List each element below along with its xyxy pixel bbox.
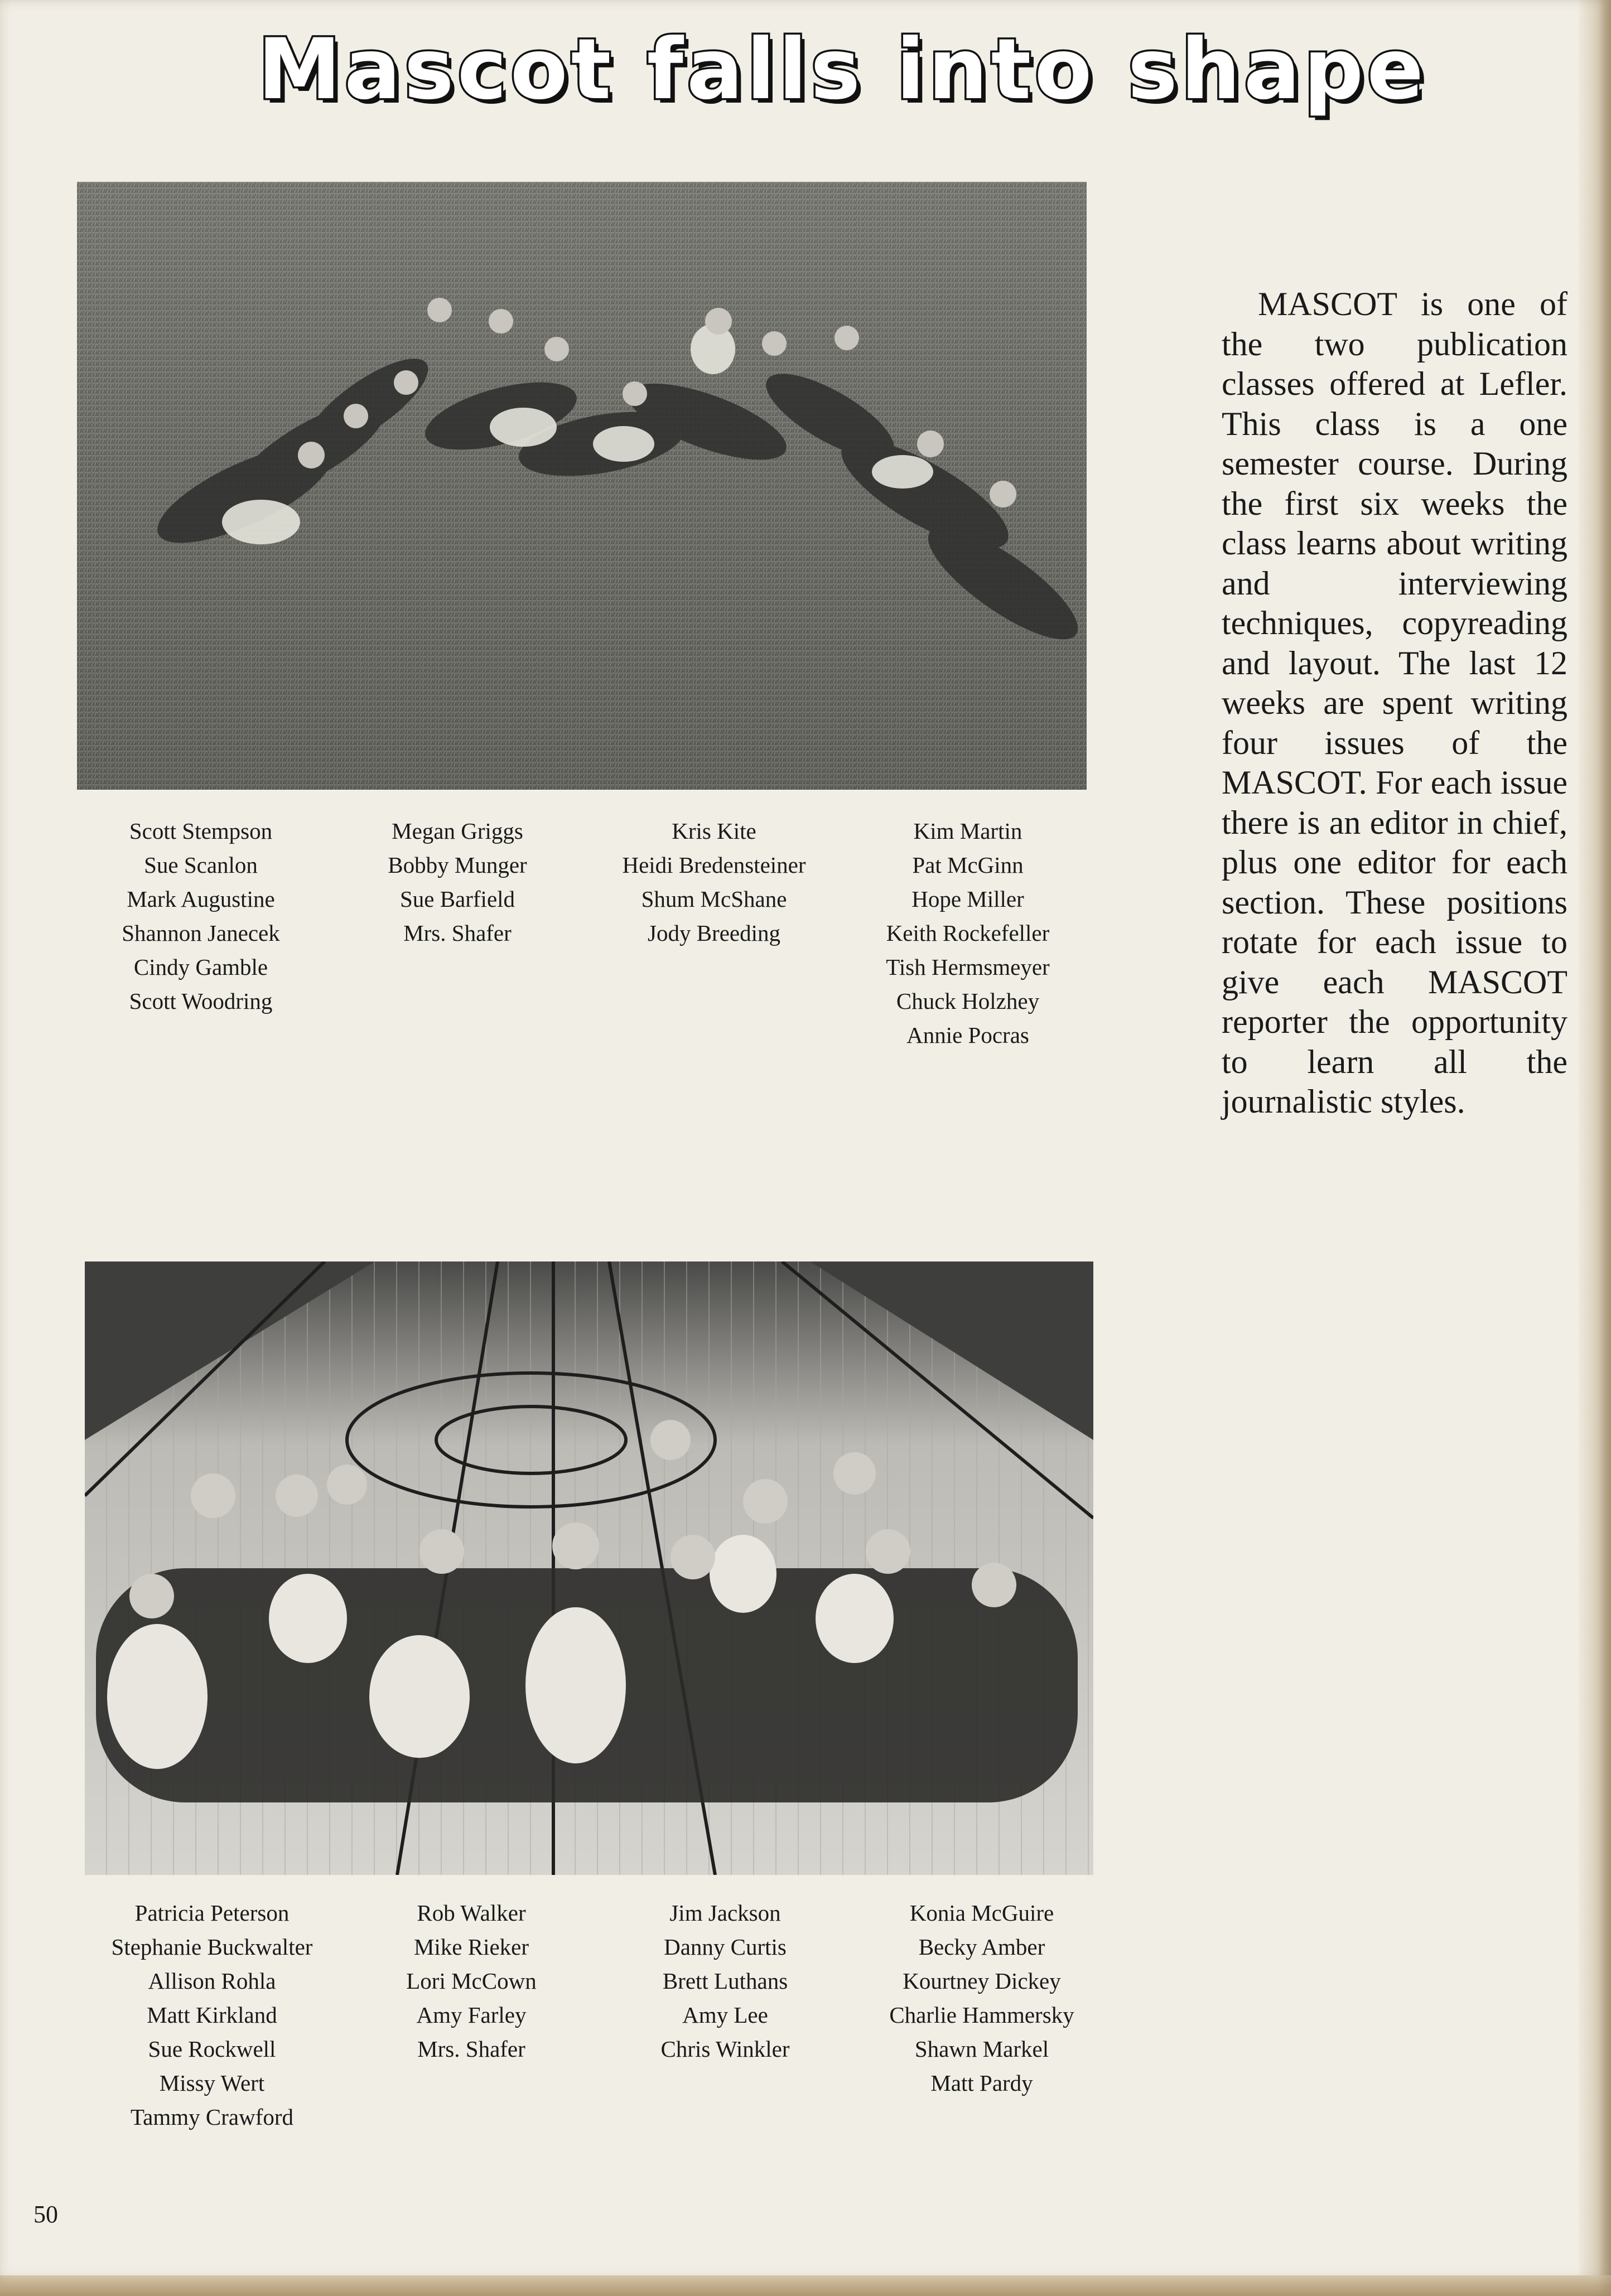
caption-name: Shum McShane — [641, 886, 787, 912]
caption-name: Hope Miller — [911, 886, 1024, 912]
caption-name: Scott Woodring — [129, 988, 273, 1014]
caption-name: Pat McGinn — [912, 852, 1024, 878]
caption-name: Brett Luthans — [662, 1968, 788, 1994]
caption-name: Allison Rohla — [148, 1968, 276, 1994]
caption-name: Mrs. Shafer — [403, 920, 512, 946]
caption-name: Kris Kite — [672, 818, 756, 844]
page-bottom-edge — [0, 2275, 1611, 2296]
caption-name: Kim Martin — [913, 818, 1022, 844]
caption-name: Kourtney Dickey — [903, 1968, 1061, 1994]
caption-name: Keith Rockefeller — [886, 920, 1050, 946]
caption-name: Sue Scanlon — [144, 852, 258, 878]
caption-name: Matt Pardy — [930, 2070, 1033, 2096]
caption-name: Matt Kirkland — [147, 2002, 277, 2028]
caption-name: Jody Breeding — [648, 920, 780, 946]
grass-hill-photo-icon — [77, 182, 1087, 790]
caption-name: Shannon Janecek — [122, 920, 280, 946]
caption-name: Amy Farley — [416, 2002, 527, 2028]
top-group-photo — [77, 182, 1087, 790]
caption-name: Stephanie Buckwalter — [111, 1934, 313, 1960]
caption-name: Sue Rockwell — [148, 2036, 276, 2062]
page-title: Mascot falls into shape — [257, 21, 1427, 118]
caption-name: Konia McGuire — [909, 1900, 1054, 1926]
caption-name: Shawn Markel — [914, 2036, 1049, 2062]
caption-name: Jim Jackson — [669, 1900, 781, 1926]
caption-name: Heidi Bredensteiner — [622, 852, 806, 878]
caption-name: Missy Wert — [159, 2070, 265, 2096]
top-caption-column-1 — [78, 814, 324, 1018]
page-number: 50 — [33, 2201, 58, 2228]
caption-name: Lori McCown — [406, 1968, 537, 1994]
caption-name: Tish Hermsmeyer — [886, 954, 1050, 980]
caption-name: Annie Pocras — [906, 1022, 1029, 1048]
top-caption-column-3 — [580, 814, 848, 950]
caption-name: Bobby Munger — [388, 852, 527, 878]
article-text: MASCOT is one of the two publication classes offered at Lefler. This class is a one semester course. During the first six weeks the class learns about writing and interviewing techniques, copyreading and layout. The last 12 weeks are spent writing four issues of the MASCOT. For each issue there is an editor in chief, plus one editor for each section. These positions rotate for each issue to give each MASCOT reporter the opportunity to learn all the journalistic styles. — [1222, 286, 1567, 1120]
caption-name: Cindy Gamble — [133, 954, 268, 980]
article-sidebar — [1222, 284, 1567, 1122]
caption-name: Mrs. Shafer — [417, 2036, 525, 2062]
top-caption-column-2 — [346, 814, 569, 950]
caption-name: Chuck Holzhey — [896, 988, 1040, 1014]
caption-name: Megan Griggs — [392, 818, 523, 844]
bottom-caption-column-3 — [619, 1896, 831, 2066]
bottom-caption-column-1 — [73, 1896, 351, 2134]
caption-name: Sue Barfield — [399, 886, 515, 912]
caption-name: Tammy Crawford — [130, 2104, 294, 2130]
caption-name: Danny Curtis — [664, 1934, 787, 1960]
caption-name: Rob Walker — [417, 1900, 526, 1926]
page-binding — [1579, 0, 1611, 2296]
caption-name: Patricia Peterson — [134, 1900, 290, 1926]
caption-name: Mike Rieker — [413, 1934, 529, 1960]
caption-name: Mark Augustine — [127, 886, 275, 912]
bottom-caption-column-2 — [363, 1896, 580, 2066]
caption-name: Amy Lee — [682, 2002, 768, 2028]
top-caption-column-4 — [848, 814, 1088, 1052]
caption-name: Chris Winkler — [660, 2036, 790, 2062]
caption-name: Charlie Hammersky — [889, 2002, 1074, 2028]
gym-floor-photo-icon — [85, 1261, 1093, 1875]
caption-name: Becky Amber — [918, 1934, 1045, 1960]
bottom-caption-column-4 — [848, 1896, 1116, 2100]
bottom-group-photo — [85, 1261, 1093, 1875]
caption-name: Scott Stempson — [129, 818, 273, 844]
